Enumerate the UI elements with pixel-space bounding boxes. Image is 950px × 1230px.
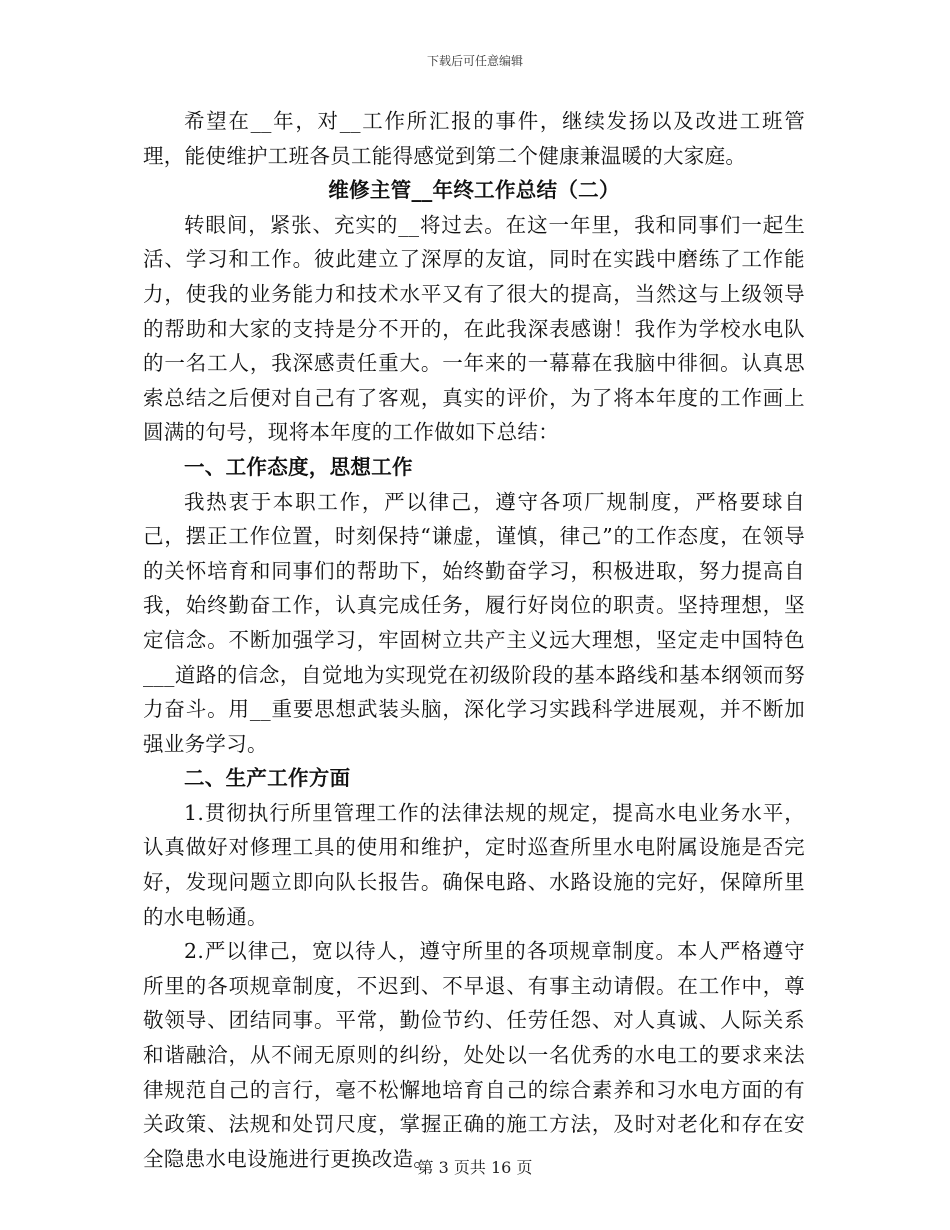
section-heading-attitude: 一、工作态度，思想工作 bbox=[184, 454, 413, 479]
section-paragraph-attitude: 我热衷于本职工作，严以律己，遵守各项厂规制度，严格要球自己，摆正工作位置，时刻保持“谦虚，谨慎，律己”的工作态度，在领导的关怀培育和同事们的帮助下，始终勤奋学习，积极进取，努力提高自我，始终勤奋工作，认真完成任务，履行好岗位的职责。坚持理想，坚定信念。不断加强学习，牢固树立共产主义远大理想，坚定走中国特色___道路的信念，自觉地为实现党在初级阶段的基本路线和基本纲领而努力奋斗。用__重要思想武装头脑，深化学习实践科学进展观，并不断加强业务学习。 bbox=[143, 489, 805, 756]
page-header: 下载后可任意编辑 bbox=[426, 54, 523, 68]
production-item-1: 1.贯彻执行所里管理工作的法律法规的规定，提高水电业务水平，认真做好对修理工具的使用和维护，定时巡查所里水电附属设施是否完好，发现问题立即向队长报告。确保电路、水路设施的完好，保障所里的水电畅通。 bbox=[143, 800, 805, 929]
page-number: 第 3 页共 16 页 bbox=[417, 1158, 533, 1177]
document-body bbox=[143, 104, 805, 1176]
section-heading-production: 二、生产工作方面 bbox=[184, 766, 351, 791]
opening-paragraph: 转眼间，紧张、充实的__将过去。在这一年里，我和同事们一起生活、学习和工作。彼此建立了深厚的友谊，同时在实践中磨练了工作能力，使我的业务能力和技术水平又有了很大的提高，当然这与上级领导的帮助和大家的支持是分不开的，在此我深表感谢！我作为学校水电队的一名工人，我深感责任重大。一年来的一幕幕在我脑中徘徊。认真思索总结之后便对自己有了客观，真实的评价，为了将本年度的工作画上圆满的句号，现将本年度的工作做如下总结： bbox=[143, 212, 805, 445]
document-title: 维修主管__年终工作总结（二） bbox=[328, 178, 620, 203]
intro-paragraph: 希望在__年，对__工作所汇报的事件，继续发扬以及改进工班管理，能使维护工班各员工能得感觉到第二个健康兼温暖的大家庭。 bbox=[143, 109, 805, 168]
production-item-2: 2.严以律己，宽以待人，遵守所里的各项规章制度。本人严格遵守所里的各项规章制度，不迟到、不早退、有事主动请假。在工作中，尊敬领导、团结同事。平常，勤俭节约、任劳任怨、对人真诚、人际关系和谐融洽，从不闹无原则的纠纷，处处以一名优秀的水电工的要求来法律规范自己的言行，毫不松懈地培育自己的综合素养和习水电方面的有关政策、法规和处罚尺度，掌握正确的施工方法，及时对老化和存在安全隐患水电设施进行更换改造。 bbox=[143, 939, 805, 1171]
